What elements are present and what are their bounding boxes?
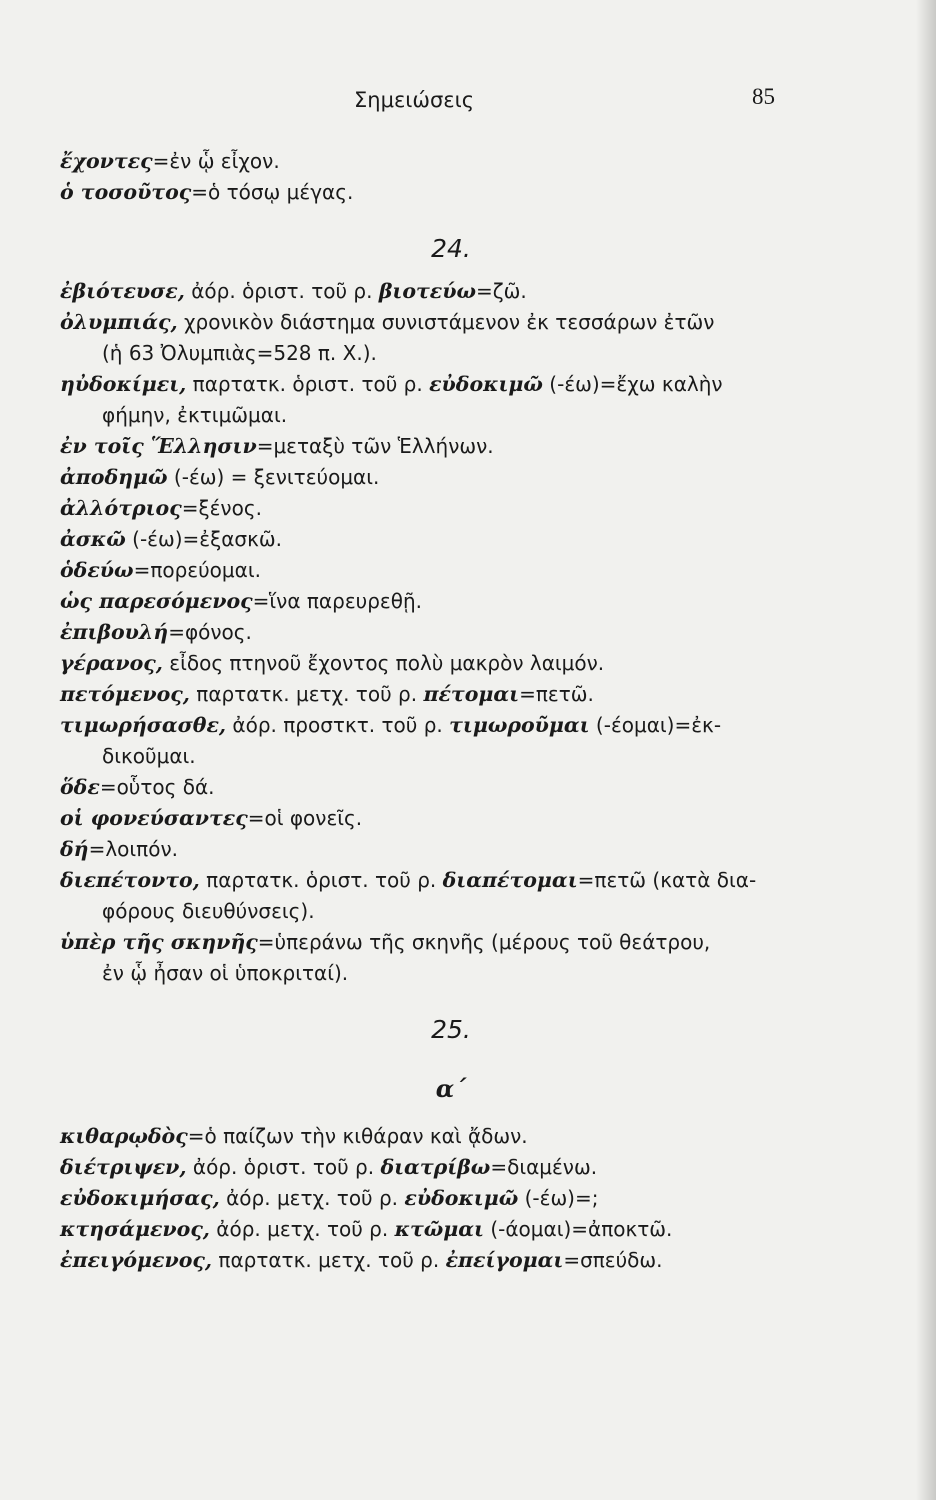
gloss-entry (60, 1183, 812, 1214)
entry-continuation: (ἡ 63 Ὀλυμπιὰς=528 π. Χ.). (102, 341, 377, 365)
entry-gloss: ἀόρ. ὁριστ. τοῦ ρ. (186, 1155, 381, 1179)
entry-term: ηὐδοκίμει, (60, 372, 187, 396)
entry-continuation: δικοῦμαι. (102, 744, 196, 768)
entry-term: πετόμενος, (60, 682, 190, 706)
entry-term: ὡς παρεσόμενος (60, 589, 253, 613)
entry-gloss: =σπεύδω. (563, 1248, 663, 1272)
entry-term: δή (60, 837, 89, 861)
entry-continuation: φήμην, ἐκτιμῶμαι. (102, 403, 288, 427)
entry-term: διαπέτομαι (442, 868, 578, 892)
entry-term: διέτριψεν, (60, 1155, 187, 1179)
entry-gloss: =μεταξὺ τῶν Ἑλλήνων. (256, 434, 494, 458)
entry-gloss: =ὑπεράνω τῆς σκηνῆς (μέρους τοῦ θεάτρου, (257, 930, 711, 954)
entry-term: ἐβιότευσε, (60, 279, 185, 303)
entry-term: εὐδοκιμῶ (404, 1186, 519, 1210)
entry-term: ὁδεύω (60, 558, 134, 582)
entry-gloss: =ἵνα παρευρεθῇ. (252, 589, 422, 613)
section-heading-24: 24. (431, 234, 471, 263)
section-25-entries (60, 1121, 812, 1276)
entry-gloss: =οὗτος δά. (99, 775, 215, 799)
page-header (0, 84, 936, 118)
entry-gloss: ἀόρ. μετχ. τοῦ ρ. (219, 1186, 405, 1210)
entry-term: οἱ φονεύσαντες (60, 806, 248, 830)
gloss-entry (60, 803, 812, 834)
gloss-entry (60, 1214, 812, 1245)
entry-term: ἐπιβουλή (60, 620, 169, 644)
entry-term: εὐδοκιμήσας, (60, 1186, 220, 1210)
entry-term: ἐν τοῖς Ἕλλησιν (60, 434, 257, 458)
entry-gloss: (-έω) = ξενιτεύομαι. (167, 465, 380, 489)
entry-term: τιμωροῦμαι (449, 713, 590, 737)
page-number: 85 (752, 84, 775, 109)
entry-term: πέτομαι (423, 682, 520, 706)
entry-gloss: =πετῶ (κατὰ δια- (577, 868, 757, 892)
entry-gloss: =ζῶ. (476, 279, 527, 303)
entry-gloss: ἀόρ. ὁριστ. τοῦ ρ. (184, 279, 379, 303)
entry-term: διεπέτοντο, (60, 868, 200, 892)
entry-gloss: =ὁ τόσῳ μέγας. (191, 180, 354, 204)
entry-gloss: =ἐν ᾧ εἶχον. (152, 149, 280, 173)
page-edge-shadow (916, 0, 936, 1500)
gloss-entry (60, 772, 812, 803)
gloss-entry (60, 462, 812, 493)
gloss-entry (60, 648, 812, 679)
entry-gloss: ἀόρ. προστκτ. τοῦ ρ. (226, 713, 450, 737)
gloss-entry (60, 369, 812, 431)
entry-term: γέρανος, (60, 651, 163, 675)
entry-term: ὑπὲρ τῆς σκηνῆς (60, 930, 258, 954)
intro-entries (60, 146, 812, 208)
entry-gloss: =φόνος. (168, 620, 252, 644)
entry-term: κιθαρῳδὸς (60, 1124, 188, 1148)
entry-term: εὐδοκιμῶ (429, 372, 543, 396)
gloss-entry (60, 1245, 812, 1276)
entry-gloss: =πορεύομαι. (133, 558, 261, 582)
entry-term: κτῶμαι (394, 1217, 484, 1241)
section-heading-25: 25. (431, 1015, 471, 1044)
gloss-entry (60, 1121, 812, 1152)
gloss-entry (60, 586, 812, 617)
entry-term: ὅδε (60, 775, 100, 799)
gloss-entry (60, 927, 812, 989)
gloss-entry (60, 307, 812, 369)
gloss-entry (60, 1152, 812, 1183)
gloss-entry (60, 555, 812, 586)
entry-term: κτησάμενος, (60, 1217, 210, 1241)
entry-gloss: =ὁ παίζων τὴν κιθάραν καὶ ᾄδων. (187, 1124, 528, 1148)
entry-continuation: φόρους διευθύνσεις). (102, 899, 315, 923)
gloss-entry (60, 146, 812, 177)
entry-gloss: =οἱ φονεῖς. (247, 806, 363, 830)
entry-gloss: =λοιπόν. (88, 837, 178, 861)
subsection-heading-alpha: α΄ (435, 1074, 467, 1103)
entry-gloss: =πετῶ. (519, 682, 594, 706)
section-24-entries (60, 276, 812, 989)
entry-continuation: ἐν ᾧ ἦσαν οἱ ὑποκριταί). (102, 961, 349, 985)
entry-term: ὁ τοσοῦτος (60, 180, 192, 204)
entry-term: ἀλλότριος (60, 496, 182, 520)
gloss-entry (60, 276, 812, 307)
running-title: Σημειώσεις (354, 88, 475, 112)
entry-term: ἐπείγομαι (445, 1248, 564, 1272)
gloss-entry (60, 493, 812, 524)
entry-term: ἀποδημῶ (60, 465, 168, 489)
entry-term: ἐπειγόμενος, (60, 1248, 213, 1272)
entry-gloss: εἶδος πτηνοῦ ἔχοντος πολὺ μακρὸν λαιμόν. (162, 651, 605, 675)
gloss-entry (60, 431, 812, 462)
entry-term: ἀσκῶ (60, 527, 126, 551)
entry-term: ἔχοντες (60, 149, 153, 173)
entry-gloss: παρτατκ. ὁριστ. τοῦ ρ. (186, 372, 430, 396)
entry-gloss: χρονικὸν διάστημα συνιστάμενον ἐκ τεσσάρων ἐτῶν (177, 310, 715, 334)
entry-gloss: (-έω)=; (518, 1186, 599, 1210)
gloss-entry (60, 177, 812, 208)
gloss-entry (60, 617, 812, 648)
gloss-entry (60, 679, 812, 710)
entry-gloss: παρτατκ. μετχ. τοῦ ρ. (189, 682, 424, 706)
entry-term: ὀλυμπιάς, (60, 310, 178, 334)
entry-term: βιοτεύω (378, 279, 477, 303)
entry-gloss: παρτατκ. μετχ. τοῦ ρ. (212, 1248, 446, 1272)
entry-gloss: (-έω)=ἔχω καλὴν (542, 372, 723, 396)
entry-gloss: (-άομαι)=ἀποκτῶ. (483, 1217, 673, 1241)
entry-gloss: (-έω)=ἐξασκῶ. (125, 527, 282, 551)
gloss-entry (60, 524, 812, 555)
gloss-entry (60, 710, 812, 772)
entry-gloss: (-έομαι)=ἐκ- (589, 713, 722, 737)
entry-term: διατρίβω (380, 1155, 491, 1179)
gloss-entry (60, 834, 812, 865)
entry-gloss: παρτατκ. ὁριστ. τοῦ ρ. (199, 868, 443, 892)
gloss-entry (60, 865, 812, 927)
entry-gloss: ἀόρ. μετχ. τοῦ ρ. (209, 1217, 395, 1241)
entry-gloss: =ξένος. (181, 496, 262, 520)
notes-content (60, 146, 812, 1276)
entry-gloss: =διαμένω. (490, 1155, 598, 1179)
entry-term: τιμωρήσασθε, (60, 713, 227, 737)
